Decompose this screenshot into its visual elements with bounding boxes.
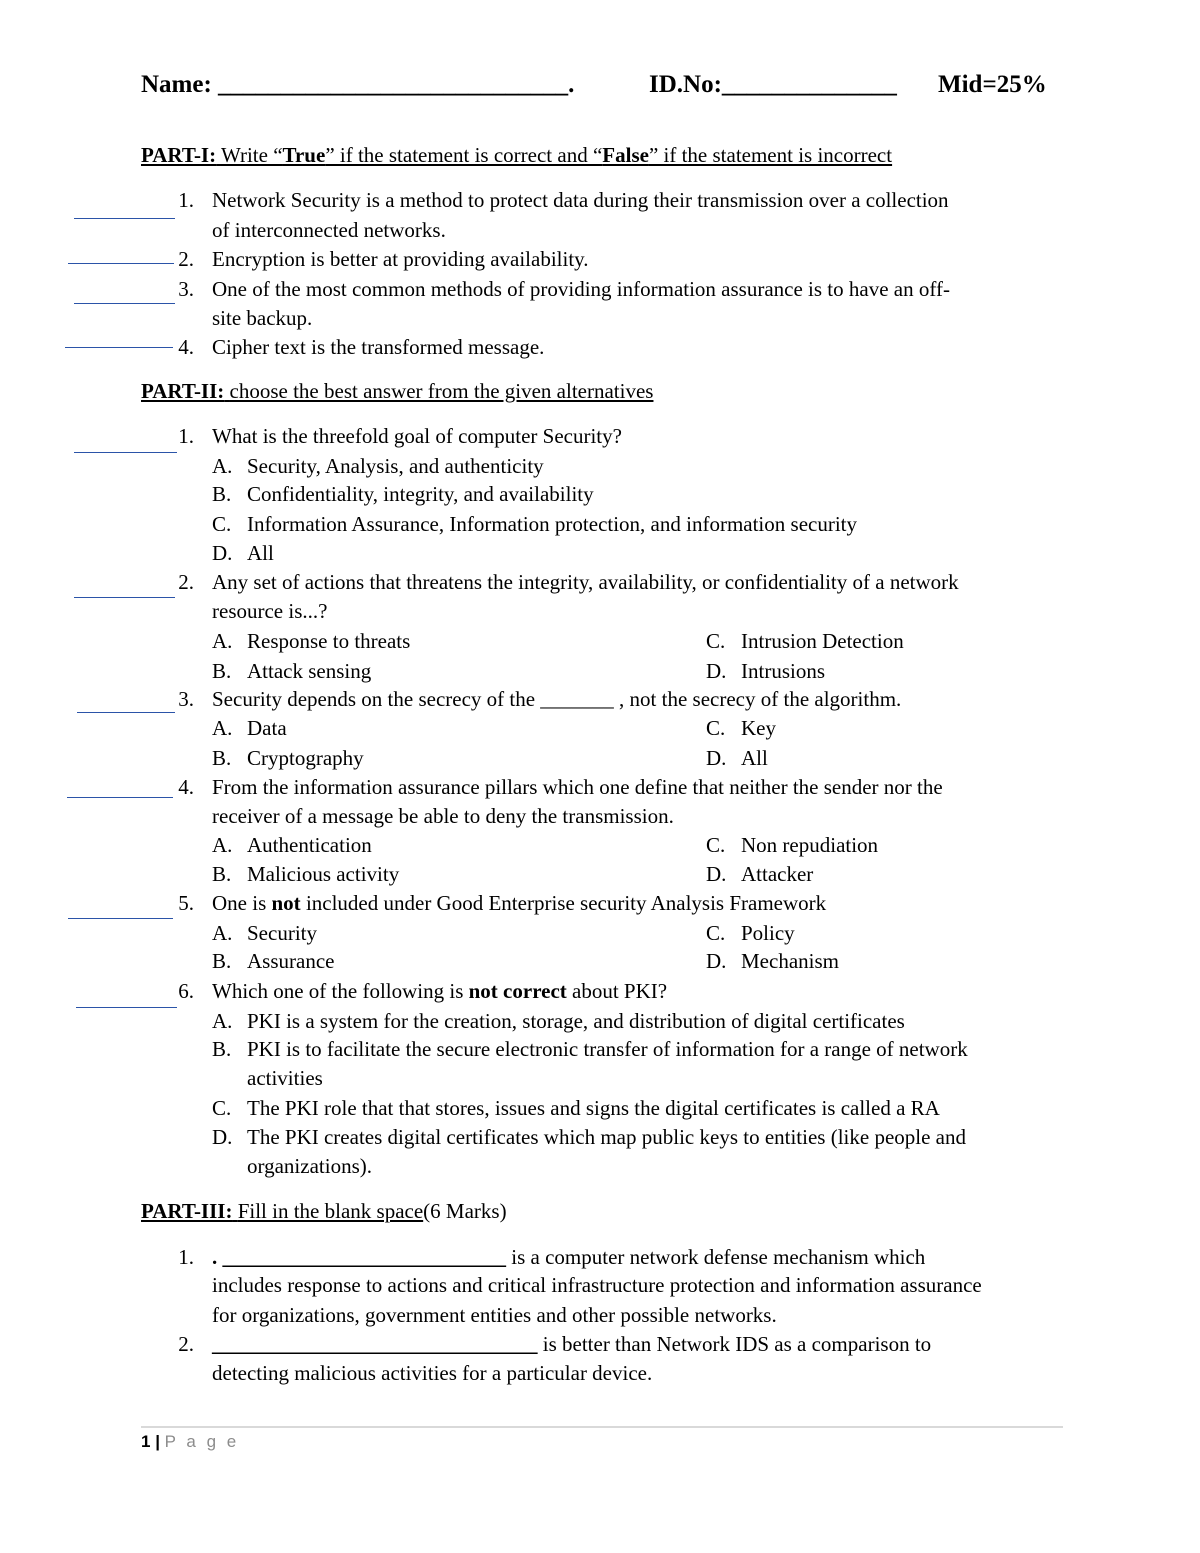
option-text: Assurance <box>247 949 335 973</box>
option-letter: B. <box>212 482 232 506</box>
answer-blank[interactable] <box>74 303 175 304</box>
answer-blank[interactable] <box>68 918 173 919</box>
fill-sentence: . ___________________________ is a computer network defense mechanism which <box>212 1245 926 1269</box>
fill-sentence: detecting malicious activities for a particular device. <box>212 1361 653 1385</box>
option-letter: B. <box>212 949 232 973</box>
question-number: 2. <box>178 570 194 594</box>
statement-text: Network Security is a method to protect data during their transmission over a collection <box>212 188 949 212</box>
option-letter: B. <box>212 746 232 770</box>
item-number: 2. <box>178 247 194 271</box>
option-text: Mechanism <box>741 949 839 973</box>
option-text: Security, Analysis, and authenticity <box>247 454 544 478</box>
option-text: activities <box>247 1066 323 1090</box>
answer-blank[interactable] <box>74 218 175 219</box>
option-letter: A. <box>212 716 233 740</box>
option-text: The PKI role that that stores, issues and signs the digital certificates is called a RA <box>247 1096 940 1120</box>
option-letter: A. <box>212 454 233 478</box>
fill-blank[interactable]: . ___________________________ <box>212 1245 506 1269</box>
option-letter: D. <box>212 541 233 565</box>
option-text: All <box>741 746 768 770</box>
page-footer: 1 | P a g e <box>141 1432 240 1451</box>
question-text: resource is...? <box>212 599 328 623</box>
fill-sentence: includes response to actions and critical infrastructure protection and information assurance <box>212 1273 982 1297</box>
part2-title: PART-II: choose the best answer from the given alternatives <box>141 379 654 403</box>
answer-blank[interactable] <box>68 263 174 264</box>
question-text: receiver of a message be able to deny the transmission. <box>212 804 674 828</box>
answer-blank[interactable] <box>74 597 175 598</box>
option-letter: C. <box>212 1096 232 1120</box>
item-number: 1. <box>178 1245 194 1269</box>
option-letter: D. <box>706 659 727 683</box>
question-text: Which one of the following is not correct about PKI? <box>212 979 668 1003</box>
question-number: 6. <box>178 979 194 1003</box>
option-text: Response to threats <box>247 629 411 653</box>
option-letter: D. <box>706 746 727 770</box>
statement-text: of interconnected networks. <box>212 218 446 242</box>
statement-text: Cipher text is the transformed message. <box>212 335 545 359</box>
option-text: All <box>247 541 274 565</box>
mid-weight: Mid=25% <box>938 71 1047 98</box>
question-number: 5. <box>178 891 194 915</box>
part3-title: PART-III: Fill in the blank space(6 Marks) <box>141 1199 507 1223</box>
option-text: Malicious activity <box>247 862 400 886</box>
exam-header <box>141 71 1061 107</box>
option-letter: D. <box>706 949 727 973</box>
part1-title: PART-I: Write “True” if the statement is correct and “False” if the statement is incorrect <box>141 143 893 167</box>
option-text: Information Assurance, Information protection, and information security <box>247 512 857 536</box>
option-text: Data <box>247 716 287 740</box>
option-text: The PKI creates digital certificates which map public keys to entities (like people and <box>247 1125 967 1149</box>
option-letter: B. <box>212 862 232 886</box>
option-letter: D. <box>706 862 727 886</box>
question-text: What is the threefold goal of computer Security? <box>212 424 622 448</box>
option-text: Attacker <box>741 862 814 886</box>
item-number: 4. <box>178 335 194 359</box>
option-text: Intrusions <box>741 659 825 683</box>
option-letter: A. <box>212 921 233 945</box>
option-text: Attack sensing <box>247 659 372 683</box>
option-letter: C. <box>706 921 726 945</box>
option-text: Confidentiality, integrity, and availability <box>247 482 594 506</box>
question-number: 1. <box>178 424 194 448</box>
answer-blank[interactable] <box>77 712 175 713</box>
option-letter: C. <box>706 629 726 653</box>
fill-blank[interactable]: _______________________________ <box>212 1332 538 1356</box>
question-number: 3. <box>178 687 194 711</box>
option-text: Policy <box>741 921 795 945</box>
option-text: Security <box>247 921 317 945</box>
item-number: 2. <box>178 1332 194 1356</box>
option-text: Authentication <box>247 833 372 857</box>
option-letter: A. <box>212 833 233 857</box>
fill-sentence: _______________________________ is better than Network IDS as a comparison to <box>212 1332 932 1356</box>
id-field[interactable]: ID.No:______________ <box>649 71 897 98</box>
option-text: PKI is to facilitate the secure electronic transfer of information for a range of network <box>247 1037 968 1061</box>
item-number: 1. <box>178 188 194 212</box>
answer-blank[interactable] <box>76 1007 177 1008</box>
option-letter: A. <box>212 1009 233 1033</box>
question-text: From the information assurance pillars which one define that neither the sender nor the <box>212 775 943 799</box>
option-letter: A. <box>212 629 233 653</box>
page-number: 1 <box>141 1432 151 1451</box>
option-letter: C. <box>706 716 726 740</box>
question-number: 4. <box>178 775 194 799</box>
option-text: PKI is a system for the creation, storage, and distribution of digital certificates <box>247 1009 905 1033</box>
question-text: One is not included under Good Enterprise security Analysis Framework <box>212 891 827 915</box>
page-label: P a g e <box>164 1432 240 1451</box>
footer-divider <box>141 1426 1063 1428</box>
option-letter: D. <box>212 1125 233 1149</box>
statement-text: site backup. <box>212 306 313 330</box>
statement-text: Encryption is better at providing availability. <box>212 247 589 271</box>
option-text: Non repudiation <box>741 833 879 857</box>
question-text: Any set of actions that threatens the integrity, availability, or confidentiality of a network <box>212 570 959 594</box>
question-text: Security depends on the secrecy of the _______ , not the secrecy of the algorithm. <box>212 687 902 711</box>
option-letter: B. <box>212 1037 232 1061</box>
option-letter: B. <box>212 659 232 683</box>
item-number: 3. <box>178 277 194 301</box>
answer-blank[interactable] <box>67 797 173 798</box>
fill-sentence: for organizations, government entities and other possible networks. <box>212 1303 777 1327</box>
statement-text: One of the most common methods of providing information assurance is to have an off- <box>212 277 950 301</box>
name-field[interactable]: Name: ____________________________. <box>141 71 575 98</box>
option-text: organizations). <box>247 1154 372 1178</box>
option-text: Intrusion Detection <box>741 629 904 653</box>
answer-blank[interactable] <box>65 347 173 348</box>
answer-blank[interactable] <box>74 452 177 453</box>
option-text: Key <box>741 716 776 740</box>
option-letter: C. <box>706 833 726 857</box>
option-text: Cryptography <box>247 746 364 770</box>
option-letter: C. <box>212 512 232 536</box>
